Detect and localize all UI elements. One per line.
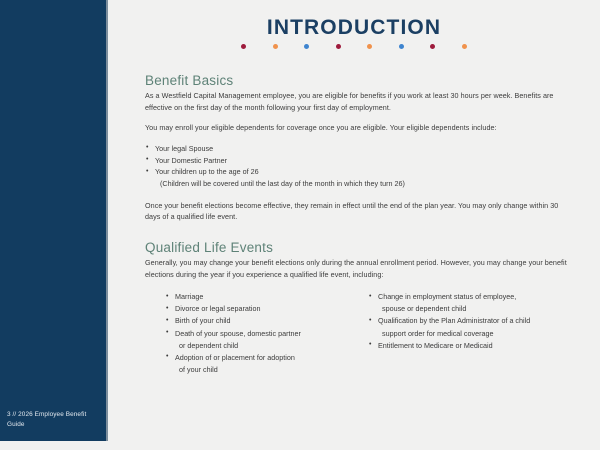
qle-list-item-text: Adoption of or placement for adoption [175,352,295,362]
dependent-list-item [145,155,567,167]
footer-page-label: 3 // 2026 Employee Benefit Guide [7,411,87,428]
qualified-life-events-columns [145,291,567,376]
qle-list-item-subtext: spouse or dependent child [382,304,467,314]
qle-list-item-text: Change in employment status of employee, [378,292,517,302]
dependent-list-item [145,143,567,155]
dot-8 [462,44,467,49]
qle-list-item [166,291,369,303]
slide-content [108,0,600,441]
qle-list-item-subtext: of your child [179,364,218,374]
qle-list-item-text: Marriage [175,292,204,302]
eligible-dependents-list [145,143,567,190]
decorative-dot-row [108,44,600,49]
qle-list-item-text: Qualification by the Plan Administrator of a child [378,316,531,326]
dot-5 [367,44,372,49]
dependent-list-item-text: Your children up to the age of 26 [155,167,259,177]
qle-list-item [369,291,567,315]
qle-right-list [369,291,567,351]
qle-left-list [166,291,369,376]
qle-list-item [166,328,369,352]
sidebar-panel [0,0,106,441]
dot-1 [241,44,246,49]
dependent-list-item [145,166,567,189]
qualified-life-events-paragraph: Generally, you may change your benefit elections only during the annual enrollment period. However, you may change your benefit elections during the year if you experience a qualified life event, including: [145,257,567,279]
qle-list-item [369,340,567,352]
page-title: INTRODUCTION [266,16,442,39]
qle-list-item-subtext: or dependent child [179,340,239,350]
qle-list-item-text: Entitlement to Medicare or Medicaid [378,340,493,350]
dot-3 [304,44,309,49]
qle-list-item [369,315,567,339]
body-column [145,73,567,376]
qle-list-item [166,352,369,376]
dependent-list-item-text: Your legal Spouse [155,143,214,153]
dot-7 [430,44,435,49]
benefit-basics-paragraph-2: You may enroll your eligible dependents for coverage once you are eligible. Your eligible dependents include: [145,123,497,133]
dot-6 [399,44,404,49]
dependent-list-item-subtext: (Children will be covered until the last day of the month in which they turn 26) [160,178,405,188]
qle-list-item-text: Death of your spouse, domestic partner [175,328,301,338]
qle-list-item-subtext: support order for medical coverage [382,328,494,338]
dependent-list-item-text: Your Domestic Partner [155,155,228,165]
benefit-basics-paragraph-3: Once your benefit elections become effective, they remain in effect until the end of the plan year. You may only change within 30 days of a qualified life event. [145,200,559,222]
qle-list-item-text: Divorce or legal separation [175,304,261,314]
qualified-life-events-heading: Qualified Life Events [145,239,274,255]
dot-4 [336,44,341,49]
benefit-basics-heading: Benefit Basics [145,73,234,88]
qle-left-column [166,291,369,376]
qle-list-item-text: Birth of your child [175,316,231,326]
qle-list-item [166,315,369,327]
benefit-basics-paragraph-1: As a Westfield Capital Management employee, you are eligible for benefits if you work at least 30 hours per week. Benefits are effective on the first day of the month following your first day of employment. [145,91,554,112]
qle-right-column [369,291,567,376]
qle-list-item [166,303,369,315]
dot-2 [273,44,278,49]
